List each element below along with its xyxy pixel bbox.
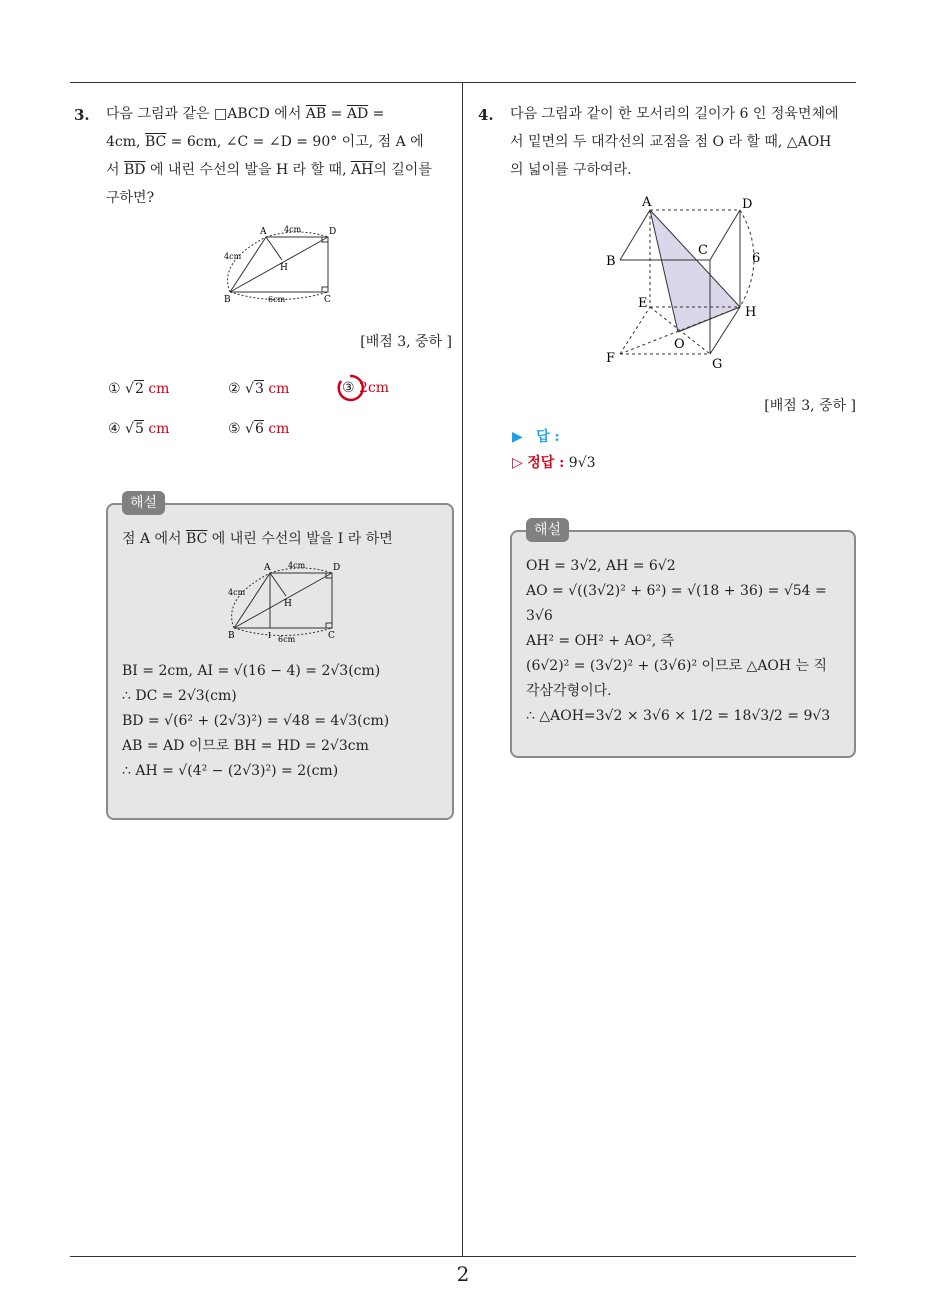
solution-4-line-5: (6√2)² = (3√2)² + (3√6)² 이므로 △AOH 는 직 — [526, 658, 828, 674]
svg-text:I: I — [268, 631, 272, 640]
svg-text:D: D — [333, 563, 341, 573]
svg-text:H: H — [745, 305, 757, 320]
correct-value: 9√3 — [568, 455, 596, 471]
answer-label: 답 : — [536, 429, 560, 445]
solution-4-line-1: OH = 3√2, AH = 6√2 — [526, 558, 676, 574]
question-4-figure — [600, 192, 780, 372]
svg-text:6: 6 — [752, 251, 761, 266]
question-4-text: 다음 그림과 같이 한 모서리의 길이가 6 인 정육면체에 서 밑면의 두 대각선의 교점을 점 O 라 할 때, △AOH 의 넓이를 구하여라. — [510, 106, 839, 178]
svg-text:E: E — [638, 296, 648, 311]
svg-text:A: A — [260, 227, 267, 237]
svg-text:6cm: 6cm — [278, 635, 296, 643]
solution-4-line-3: 3√6 — [526, 608, 553, 624]
top-rule — [70, 82, 856, 83]
correct-label: 정답 : — [527, 455, 565, 471]
solution-3-line-1: BI = 2cm, AI = √(16 − 4) = 2√3(cm) — [122, 663, 381, 679]
choice-3[interactable]: ③ 2cm — [342, 380, 389, 396]
question-4 — [510, 100, 858, 184]
selected-circle-icon — [335, 373, 365, 403]
svg-text:6cm: 6cm — [268, 295, 286, 304]
question-3-text: 다음 그림과 같은 □ABCD 에서 $\overline{AB} = \overline{AD}$ = 4cm, $\overline{BC} = 6cm$, ∠C = ∠D = 90° 이고, 점 A 에 서 $\overline{BD}$ 에 내린 수선의 발을 H 라 할 때, $\overline{AH}$의 길이를 구하면? — [106, 106, 432, 206]
svg-text:C: C — [324, 295, 331, 305]
svg-text:B: B — [606, 254, 616, 269]
svg-text:A: A — [264, 563, 271, 573]
question-3-solution — [106, 495, 454, 820]
solution-4-line-4: AH² = OH² + AO², 즉 — [526, 633, 675, 649]
bottom-rule — [70, 1256, 856, 1257]
choice-5[interactable]: ⑤ √6 cm — [228, 421, 290, 437]
answer-arrow-icon: ▶ — [512, 429, 523, 445]
svg-text:A: A — [642, 195, 652, 210]
solution-4-line-6: 각삼각형이다. — [526, 683, 612, 699]
svg-text:H: H — [284, 599, 292, 609]
solution-4-line-2: AO = √((3√2)² + 6²) = √(18 + 36) = √54 = — [526, 583, 827, 599]
question-4-solution — [510, 522, 856, 758]
choice-4[interactable]: ④ √5 cm — [108, 421, 170, 437]
solution-tag: 해설 — [526, 518, 569, 542]
solution-4-line-7: ∴ △AOH=3√2 × 3√6 × 1/2 = 18√3/2 = 9√3 — [526, 708, 831, 724]
svg-text:G: G — [712, 357, 723, 372]
question-3-number: 3. — [74, 106, 90, 124]
svg-text:4cm: 4cm — [228, 588, 246, 597]
svg-text:4cm: 4cm — [224, 252, 242, 261]
solution-3-line-5: ∴ AH = √(4² − (2√3)²) = 2(cm) — [122, 763, 339, 779]
choice-2[interactable]: ② √3 cm — [228, 381, 290, 397]
question-3-figure — [218, 222, 348, 307]
solution-3-line-4: AB = AD 이므로 BH = HD = 2√3cm — [122, 738, 369, 754]
solution-3-figure — [222, 558, 352, 643]
solution-tag: 해설 — [122, 491, 165, 515]
answer-row — [512, 424, 596, 476]
solution-3-line-2: ∴ DC = 2√3(cm) — [122, 688, 237, 704]
column-divider — [462, 82, 463, 1257]
svg-text:B: B — [228, 631, 235, 641]
choice-1[interactable]: ① √2 cm — [108, 381, 170, 397]
correct-arrow-icon: ▷ — [512, 455, 523, 471]
question-3 — [106, 100, 454, 212]
svg-text:O: O — [674, 337, 685, 352]
question-3-score: [배점 3, 중하 ] — [360, 334, 452, 350]
question-4-number: 4. — [478, 106, 494, 124]
page-number: 2 — [456, 1262, 470, 1286]
svg-text:D: D — [742, 197, 753, 212]
svg-text:4cm: 4cm — [288, 561, 306, 570]
svg-text:4cm: 4cm — [284, 225, 302, 234]
question-3-choices — [108, 380, 458, 450]
svg-text:H: H — [280, 263, 288, 273]
svg-text:F: F — [606, 351, 616, 366]
solution-3-line-3: BD = √(6² + (2√3)²) = √48 = 4√3(cm) — [122, 713, 390, 729]
svg-text:C: C — [698, 243, 708, 258]
solution-intro: 점 A 에서 $\overline{BC}$ 에 내린 수선의 발을 I 라 하면 — [122, 531, 393, 547]
svg-text:D: D — [329, 227, 337, 237]
svg-text:C: C — [328, 631, 335, 641]
svg-text:B: B — [224, 295, 231, 305]
question-4-score: [배점 3, 중하 ] — [764, 398, 856, 414]
